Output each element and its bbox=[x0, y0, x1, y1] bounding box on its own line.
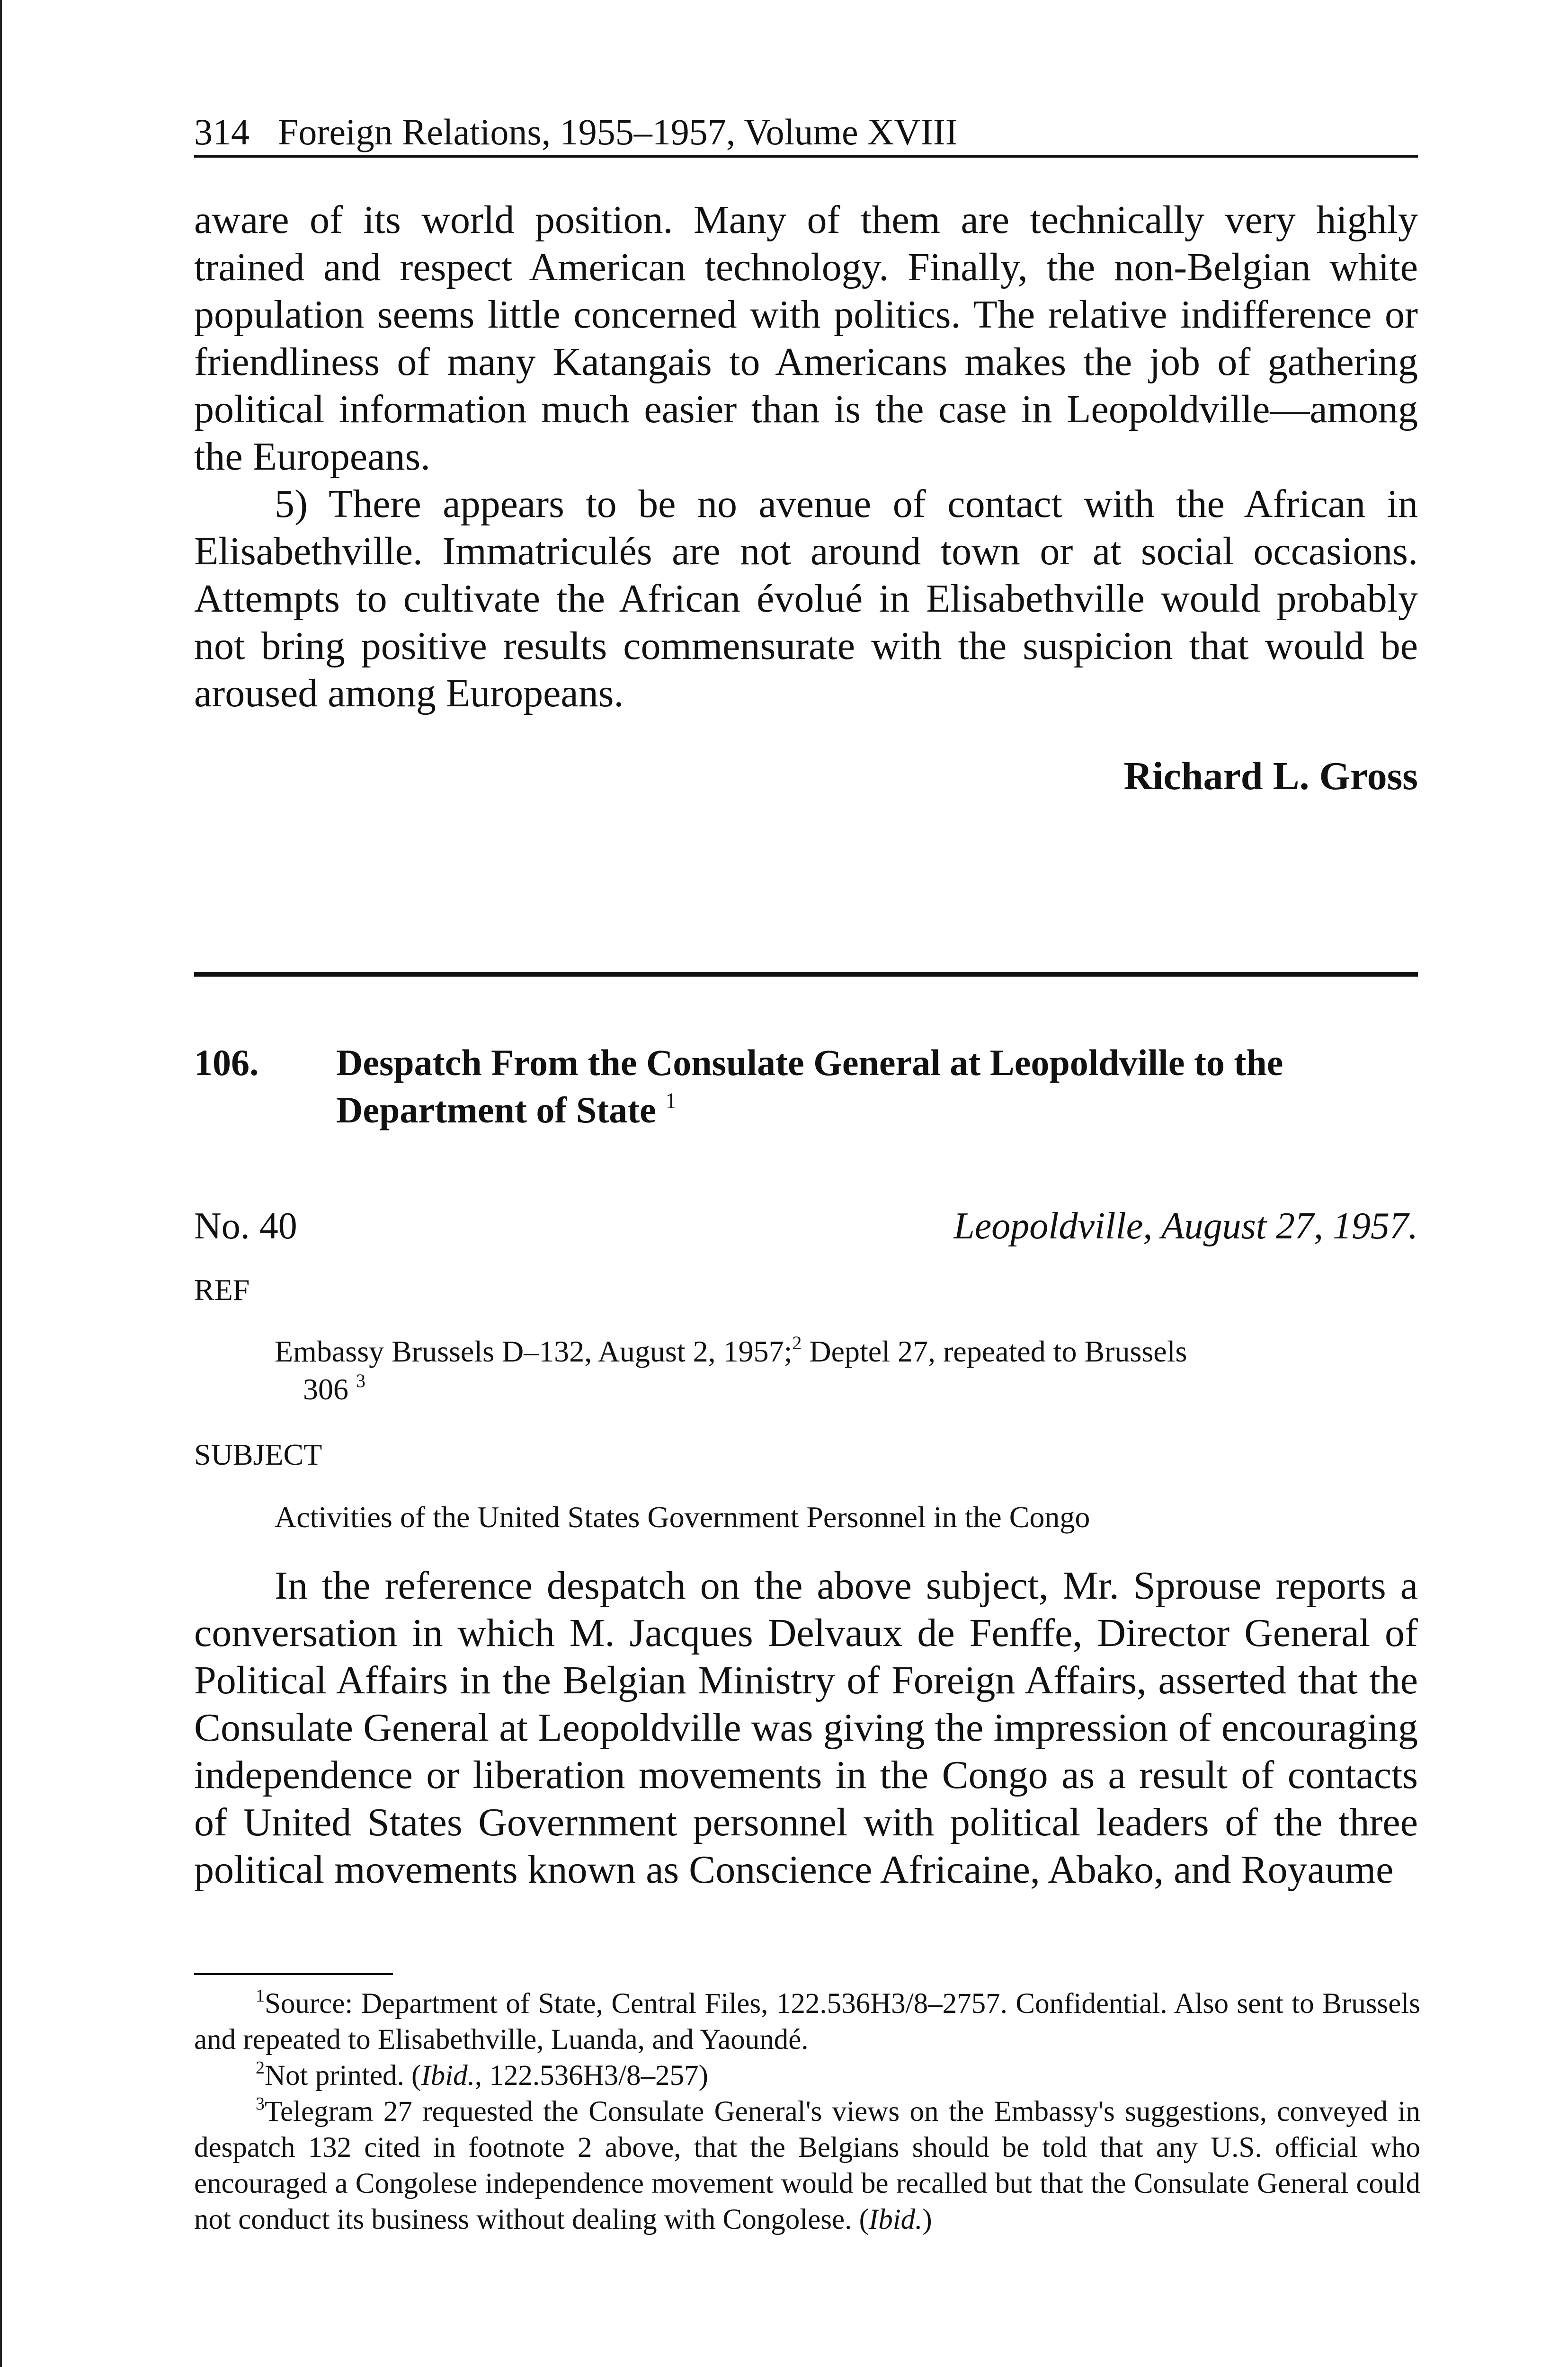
footnote-rule bbox=[194, 1973, 393, 1975]
footnote-1 bbox=[194, 1986, 1420, 2058]
scan-edge bbox=[0, 0, 2, 2367]
despatch-number: No. 40 bbox=[194, 1205, 297, 1247]
footnote-ref-1[interactable]: 1 bbox=[665, 1088, 677, 1113]
document-title bbox=[336, 1039, 1418, 1134]
document-title-text: Despatch From the Consulate General at Leopoldville to the Department of State bbox=[336, 1042, 1283, 1130]
document-number: 106. bbox=[194, 1042, 259, 1083]
running-head bbox=[194, 109, 1418, 158]
footnotes bbox=[194, 1986, 1420, 2238]
signature: Richard L. Gross bbox=[1123, 754, 1418, 798]
ref-label: REF bbox=[194, 1273, 250, 1307]
dateline: Leopoldville, August 27, 1957. bbox=[953, 1205, 1418, 1247]
body-paragraph: In the reference despatch on the above subject, Mr. Sprouse reports a conversation in which M. Jacques Delvaux de Fenffe, Director General of Political Affairs in the Belgian Ministry of Foreign Affairs, asserted that the Consulate General at Leopoldville was giving the impression of encouraging independence or liberation movements in the Congo as a result of contacts of United States Government personnel with political leaders of the three political movements known as Conscience Africaine, Abako, and Royaume bbox=[194, 1564, 1418, 1892]
footnote-1-text: Source: Department of State, Central Files, 122.536H3/8–2757. Confidential. Also sent to Brussels and repeated to Elisabethville, Luanda, and Yaoundé. bbox=[194, 1988, 1420, 2056]
footnote-2 bbox=[194, 2058, 1420, 2094]
subject-label: SUBJECT bbox=[194, 1438, 322, 1471]
ref-text-a: Embassy Brussels D–132, August 2, 1957; bbox=[275, 1335, 793, 1368]
continued-section bbox=[194, 196, 1418, 717]
footnote-2-text-a: Not printed. ( bbox=[265, 2060, 421, 2091]
section-divider bbox=[194, 972, 1418, 977]
ref-text-c: 306 bbox=[303, 1372, 348, 1406]
footnote-ref-2[interactable]: 2 bbox=[792, 1332, 802, 1353]
footnote-1-mark: 1 bbox=[256, 1986, 265, 2006]
volume-title: Foreign Relations, 1955–1957, Volume XVIII bbox=[278, 111, 958, 152]
continued-paragraph: aware of its world position. Many of them are technically very highly trained and respect American technology. Finally, the non-Belgian white population seems little concerned with politics. The relative indifference or friendliness of many Katangais to Americans makes the job of gathering political information much easier than is the case in Leopoldville—among the Europeans. bbox=[194, 198, 1418, 479]
ref-text-b: Deptel 27, repeated to Brussels bbox=[809, 1335, 1187, 1368]
footnote-2-ibid: Ibid. bbox=[421, 2060, 475, 2091]
despatch-body bbox=[194, 1562, 1418, 1894]
footnote-3 bbox=[194, 2094, 1420, 2238]
ref-text bbox=[275, 1333, 1411, 1408]
footnote-ref-3[interactable]: 3 bbox=[356, 1370, 365, 1391]
footnote-3-text-b: ) bbox=[922, 2204, 932, 2235]
subject-text: Activities of the United States Government Personnel in the Congo bbox=[275, 1500, 1090, 1534]
point-5-paragraph: 5) There appears to be no avenue of contact with the African in Elisabethville. Immatriculés are not around town or at social occasions. Attempts to cultivate the African évolué in Elisabethville would probably not bring positive results commensurate with the suspicion that would be aroused among Europeans. bbox=[194, 482, 1418, 715]
footnote-3-ibid: Ibid. bbox=[868, 2204, 923, 2235]
page-number: 314 bbox=[194, 111, 249, 152]
footnote-3-mark: 3 bbox=[256, 2094, 265, 2114]
footnote-2-text-b: , 122.536H3/8–257) bbox=[474, 2060, 708, 2091]
footnote-2-mark: 2 bbox=[256, 2058, 265, 2078]
footnote-3-text-a: Telegram 27 requested the Consulate General's views on the Embassy's suggestions, conveyed in despatch 132 cited in footnote 2 above, that the Belgians should be told that any U.S. official who encouraged a Congolese independence movement would be recalled but that the Consulate General could not conduct its business without dealing with Congolese. ( bbox=[194, 2096, 1420, 2235]
